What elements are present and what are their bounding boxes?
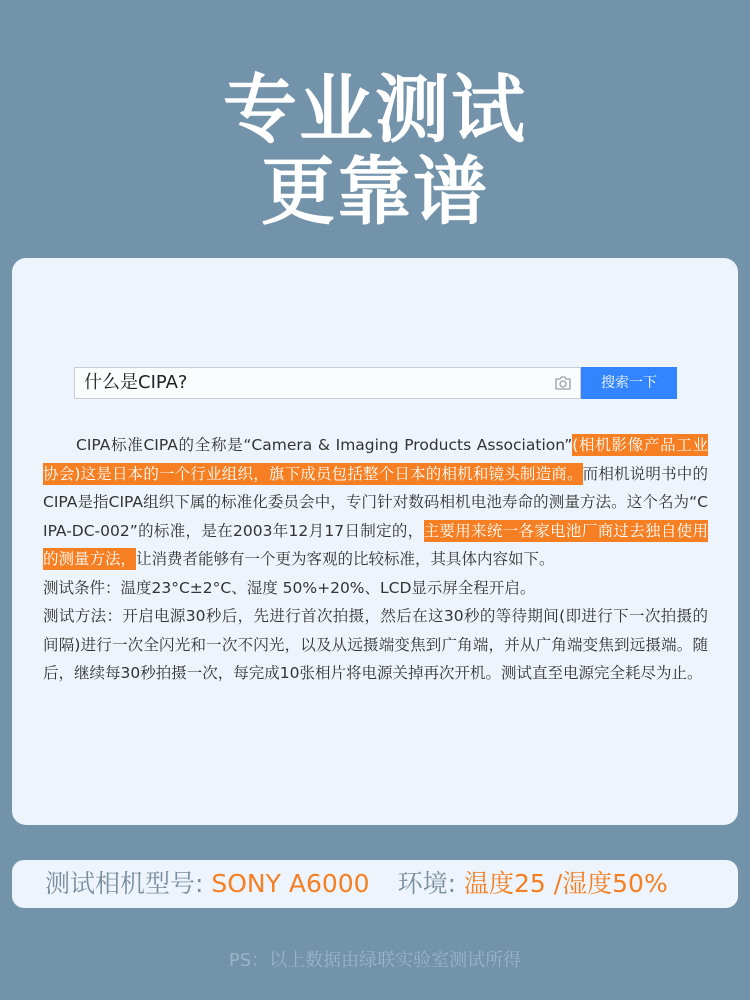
search-bar (74, 367, 677, 399)
highlight-association: (相机影像产品工业协会)这是日本的一个行业组织，旗下成员包括整个日本的相机和镜头制造商。 (43, 436, 708, 483)
spec-line (45, 867, 668, 901)
paragraph-cipa-intro (43, 431, 708, 574)
environment-label: 环境: (397, 869, 464, 898)
info-card (12, 258, 738, 825)
environment-value: 温度25 /湿度50% (463, 869, 668, 898)
camera-model-value: SONY A6000 (211, 869, 370, 898)
spec-bar (12, 860, 738, 908)
hero-title-line1: 专业测试 (223, 67, 527, 153)
ps-footnote: PS：以上数据由绿联实验室测试所得 (228, 950, 522, 971)
camera-model-label: 测试相机型号: (45, 869, 212, 898)
article-body (43, 431, 708, 688)
highlight-purpose: 主要用来统一各家电池厂商过去独自使用的测量方法， (43, 521, 708, 568)
paragraph-test-conditions: 测试条件：温度23°C±2°C、湿度 50%+20%、LCD显示屏全程开启。 (43, 578, 536, 597)
search-query-text: 什么是CIPA? (84, 372, 188, 393)
intro-text: CIPA标准CIPA的全称是“Camera & Imaging Products Association” (76, 436, 573, 454)
search-button[interactable]: 搜索一下 (581, 367, 677, 399)
hero-title-line2: 更靠谱 (261, 149, 489, 235)
intro-text-end: 让消费者能够有一个更为客观的比较标准，其具体内容如下。 (136, 550, 555, 568)
camera-icon[interactable] (554, 375, 572, 391)
search-input[interactable] (74, 367, 581, 399)
intro-text-continued: 而相机说明书中的CIPA是指CIPA组织下属的标准化委员会中，专门针对数码相机电池寿命的测量方法。这个名为“CIPA-DC-002”的标准，是在2003年12月17日制定的， (43, 464, 708, 540)
paragraph-test-method: 测试方法：开启电源30秒后，先进行首次拍摄，然后在这30秒的等待期间(即进行下一次拍摄的间隔)进行一次全闪光和一次不闪光，以及从远摄端变焦到广角端，并从广角端变焦到远摄端。随后，继续每30秒拍摄一次，每完成10张相片将电源关掉再次开机。测试直至电源完全耗尽为止。 (43, 607, 708, 682)
